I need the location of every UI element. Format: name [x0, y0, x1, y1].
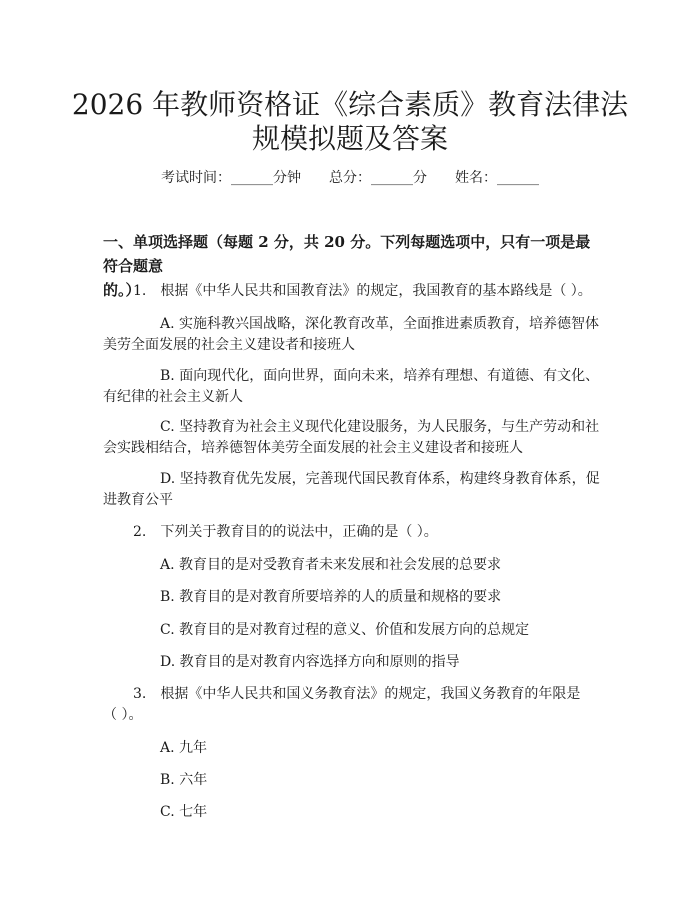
question-1-option-c-line-1: C. 坚持教育为社会主义现代化建设服务，为人民服务，与生产劳动和社	[160, 419, 600, 435]
name-label: 姓名：______	[455, 170, 539, 186]
total-score-label: 总分：______分	[329, 170, 427, 186]
question-1-stem: 1. 根据《中华人民共和国教育法》的规定，我国教育的基本路线是（ ）。	[133, 283, 592, 299]
question-1-option-b-line-1: B. 面向现代化，面向世界，面向未来，培养有理想、有道德、有文化、	[160, 368, 600, 384]
question-3-stem-line-1: 3. 根据《中华人民共和国义务教育法》的规定，我国义务教育的年限是	[133, 686, 581, 702]
question-3-option-a: A. 九年	[160, 740, 208, 756]
question-2-option-d: D. 教育目的是对教育内容选择方向和原则的指导	[160, 654, 460, 670]
question-2-option-b: B. 教育目的是对教育所要培养的人的质量和规格的要求	[160, 589, 502, 605]
question-1-option-b-line-2: 有纪律的社会主义新人	[103, 389, 243, 405]
question-3-option-c: C. 七年	[160, 804, 208, 820]
exam-time-label: 考试时间：______分钟	[161, 170, 301, 186]
question-1-option-a-line-2: 美劳全面发展的社会主义建设者和接班人	[103, 337, 355, 353]
question-1-option-a-line-1: A. 实施科教兴国战略，深化教育改革，全面推进素质教育，培养德智体	[160, 316, 600, 332]
question-3-stem-line-2: （ ）。	[103, 707, 143, 723]
document-title-line-1: 2026 年教师资格证《综合素质》教育法律法	[71, 88, 629, 121]
question-1-option-d-line-2: 进教育公平	[103, 492, 173, 508]
question-1-option-c-line-2: 会实践相结合，培养德智体美劳全面发展的社会主义建设者和接班人	[103, 440, 523, 456]
question-3-option-b: B. 六年	[160, 772, 208, 788]
question-2-option-a: A. 教育目的是对受教育者未来发展和社会发展的总要求	[160, 557, 502, 573]
question-2-stem: 2. 下列关于教育目的的说法中，正确的是（ ）。	[133, 524, 438, 540]
section-heading-line-1: 一、单项选择题（每题 2 分，共 20 分。下列每题选项中，只有一项是最符合题意	[103, 233, 591, 275]
question-1-option-d-line-1: D. 坚持教育优先发展，完善现代国民教育体系，构建终身教育体系，促	[160, 471, 600, 487]
section-heading-line-2: 的。）	[103, 281, 141, 299]
document-title-line-2: 规模拟题及答案	[251, 122, 448, 155]
exam-meta	[0, 168, 700, 188]
question-2-option-c: C. 教育目的是对教育过程的意义、价值和发展方向的总规定	[160, 622, 530, 638]
